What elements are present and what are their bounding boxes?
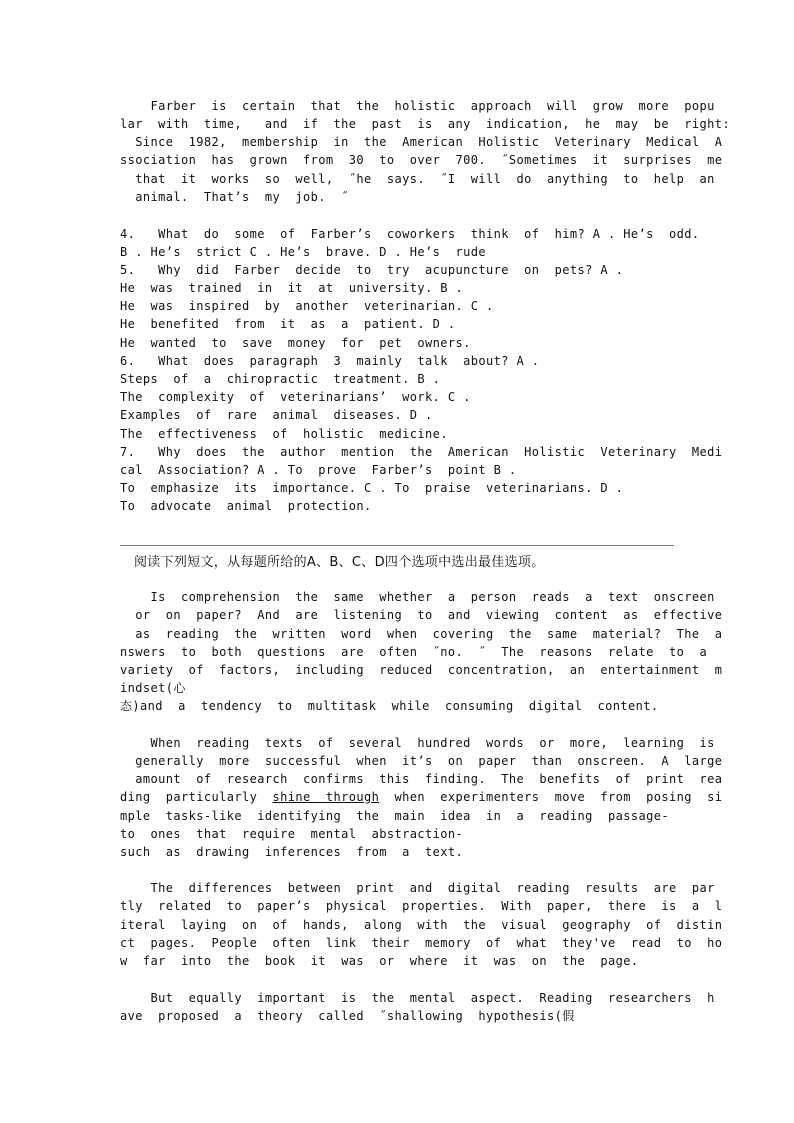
text-line: generally more successful when it’s on paper than onscreen. A large — [120, 754, 723, 768]
section-instruction: 阅读下列短文，从每题所给的A、B、C、D四个选项中选出最佳选项。 — [134, 555, 545, 570]
text-line: as reading the written word when covering the same material? The a — [120, 627, 723, 641]
question-line: B . He’s strict C . He’s brave. D . He’s rude — [120, 245, 486, 259]
text-line: such as drawing inferences from a text. — [120, 845, 464, 859]
text-segment: ding particularly — [120, 790, 273, 804]
question-line: cal Association? A . To prove Farber’s point B . — [120, 463, 517, 477]
question-line: The effectiveness of holistic medicine. — [120, 427, 448, 441]
question-line: To emphasize its importance. C . To praise veterinarians. D . — [120, 481, 624, 495]
text-line: Farber is certain that the holistic approach will grow more popu — [120, 99, 715, 113]
question-line: 4. What do some of Farber’s coworkers think of him? A . He’s odd. — [120, 227, 700, 241]
text-line: Since 1982, membership in the American Holistic Veterinary Medical A — [120, 135, 723, 149]
text-line: Is comprehension the same whether a person reads a text onscreen — [120, 590, 715, 604]
text-line: iteral laying on of hands, along with the visual geography of distin — [120, 918, 723, 932]
text-line: animal. That’s my job. ˝ — [120, 190, 349, 204]
question-line: 5. Why did Farber decide to try acupuncture on pets? A . — [120, 263, 624, 277]
text-segment: when experimenters move from posing si — [379, 790, 723, 804]
text-line: that it works so well, ˝he says. ˝I will do anything to help an — [120, 172, 715, 186]
question-line: Examples of rare animal diseases. D . — [120, 408, 433, 422]
underlined-phrase: shine through — [272, 790, 380, 804]
text-line: amount of research confirms this finding. The benefits of print rea — [120, 772, 723, 786]
text-line: or on paper? And are listening to and viewing content as effective — [120, 608, 723, 622]
question-line: The complexity of veterinarians’ work. C . — [120, 390, 471, 404]
text-line: indset(心 — [120, 681, 186, 695]
text-line: lar with time, and if the past is any indication, he may be right: — [120, 117, 730, 131]
question-line: Steps of a chiropractic treatment. B . — [120, 372, 441, 386]
question-line: He benefited from it as a patient. D . — [120, 317, 456, 331]
text-line: variety of factors, including reduced concentration, an entertainment m — [120, 663, 723, 677]
text-line: nswers to both questions are often ˝no. ˝ The reasons relate to a — [120, 645, 708, 659]
text-line: When reading texts of several hundred words or more, learning is — [120, 736, 715, 750]
question-line: He was inspired by another veterinarian. C . — [120, 299, 494, 313]
text-line: ssociation has grown from 30 to over 700. ˝Sometimes it surprises me — [120, 153, 723, 167]
text-line: w far into the book it was or where it was on the page. — [120, 954, 639, 968]
text-line: to ones that require mental abstraction- — [120, 827, 464, 841]
question-line: 6. What does paragraph 3 mainly talk about? A . — [120, 354, 540, 368]
text-line: But equally important is the mental aspect. Reading researchers h — [120, 991, 715, 1005]
question-line: To advocate animal protection. — [120, 499, 372, 513]
text-line: ct pages. People often link their memory of what they've read to ho — [120, 936, 723, 950]
question-line: He wanted to save money for pet owners. — [120, 336, 471, 350]
text-line: mple tasks-like identifying the main idea in a reading passage- — [120, 809, 669, 823]
section-divider — [120, 545, 674, 546]
text-line: ave proposed a theory called ˝shallowing hypothesis(假 — [120, 1009, 575, 1023]
question-line: He was trained in it at university. B . — [120, 281, 464, 295]
text-line: tly related to paper’s physical properties. With paper, there is a l — [120, 899, 723, 913]
text-line — [120, 788, 722, 806]
question-line: 7. Why does the author mention the American Holistic Veterinary Medi — [120, 445, 723, 459]
text-line: The differences between print and digital reading results are par — [120, 881, 715, 895]
text-line: 态)and a tendency to multitask while consuming digital content. — [120, 699, 659, 713]
